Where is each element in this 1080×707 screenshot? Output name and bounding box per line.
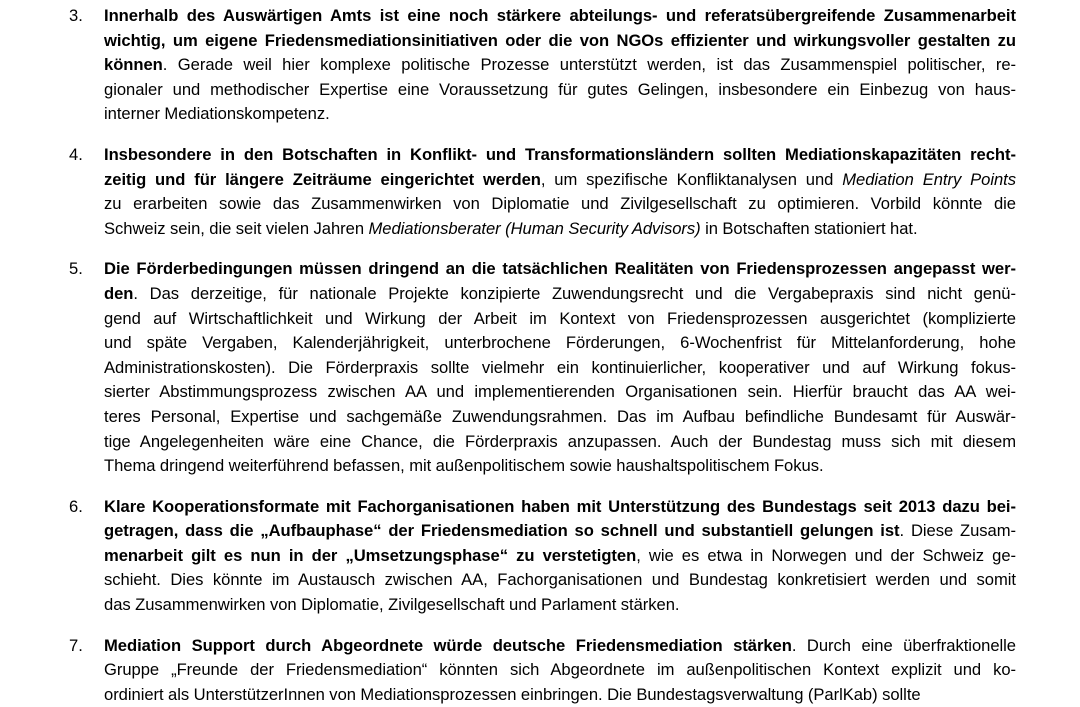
text-line [104,544,1016,569]
text-line [104,168,1016,193]
text-run: Gruppe „Freunde der Friedensmediation“ könnten sich Abgeordnete im außenpolitischen Kontext explizit und ko- [104,660,1016,680]
text-line [104,683,1016,707]
bold-run: den [104,283,134,303]
text-run: ordiniert als UnterstützerInnen von Mediationsprozessen einbringen. Die Bundestagsverwaltung (ParlKab) sollte [104,684,921,704]
text-line [104,282,1016,307]
text-line [104,53,1016,78]
bold-run: Die Förderbedingungen müssen dringend an die tatsächlichen Realitäten von Friedensprozessen angepasst wer- [104,259,1016,279]
text-run: Administrationskosten). Die Förderpraxis sollte vielmehr ein kontinuierlicher, kooperativer und auf Wirkung fokus- [104,357,1016,377]
text-line [104,102,1016,127]
text-run: gionaler und methodischer Expertise eine Voraussetzung für gutes Gelingen, insbesondere ein Einbezug von haus- [104,79,1016,99]
bold-run: menarbeit gilt es nun in der „Umsetzungsphase“ zu verstetigten [104,545,637,565]
text-line [104,4,1016,29]
text-run: . Das derzeitige, für nationale Projekte konzipierte Zuwendungsrecht und die Vergabepraxis sind nicht genü- [133,283,1016,303]
text-run: gend auf Wirtschaftlichkeit und Wirkung der Arbeit im Kontext von Friedensprozessen ausgerichtet (komplizierte [104,308,1016,328]
list-item-text [104,634,1016,707]
text-line [104,143,1016,168]
text-run: schieht. Dies könnte im Austausch zwischen AA, Fachorganisationen und Bundestag konkretisiert werden und somit [104,570,1016,590]
text-line [104,257,1016,282]
bold-run: Insbesondere in den Botschaften in Konflikt- und Transformationsländern sollten Mediationskapazitäten recht- [104,144,1016,164]
list-item-number: 7. [69,635,83,655]
text-run: das Zusammenwirken von Diplomatie, Zivilgesellschaft und Parlament stärken. [104,595,680,615]
text-line [104,568,1016,593]
list-item [66,4,1016,127]
text-line [104,405,1016,430]
italic-run: Mediationsberater (Human Security Advisors) [368,218,701,238]
text-line [104,331,1016,356]
text-run: Schweiz sein, die seit vielen Jahren [104,218,369,238]
bold-run: zeitig und für längere Zeiträume eingerichtet werden [104,169,541,189]
text-line [104,593,1016,618]
text-run: interner Mediationskompetenz. [104,104,330,124]
bold-run: getragen, dass die „Aufbauphase“ der Friedensmediation so schnell und substantiell gelungen ist [104,521,900,541]
text-run: und späte Vergaben, Kalenderjährigkeit, unterbrochene Förderungen, 6-Wochenfrist für Mittelanforderung, hohe [104,333,1016,353]
text-run: sierter Abstimmungsprozess zwischen AA und implementierenden Organisationen sein. Hierfür braucht das AA wei- [104,382,1016,402]
text-line [104,29,1016,54]
list-item-text [104,495,1016,618]
bold-run: Innerhalb des Auswärtigen Amts ist eine noch stärkere abteilungs- und referatsübergreifende Zusammenarbeit [104,6,1016,25]
list-item [66,257,1016,478]
list-item-text [104,257,1016,478]
list-item-number: 5. [69,259,83,279]
bold-run: wichtig, um eigene Friedensmediationsinitiativen oder die von NGOs effizienter und wirkungsvoller gestalten zu [104,30,1016,50]
text-run: tige Angelegenheiten wäre eine Chance, die Förderpraxis anzupassen. Auch der Bundestag muss sich mit diesem [104,431,1016,451]
list-item [66,143,1016,241]
bold-run: können [104,55,163,75]
list-item [66,495,1016,618]
text-line [104,78,1016,103]
text-run: , wie es etwa in Norwegen und der Schweiz ge- [636,545,1016,565]
list-item-text [104,143,1016,241]
text-line [104,658,1016,683]
list-item [66,634,1016,707]
text-line [104,217,1016,242]
text-run: . Durch eine überfraktionelle [791,635,1016,655]
document-body [66,4,1016,707]
text-run: . Diese Zusam- [899,521,1016,541]
text-run: zu erarbeiten sowie das Zusammenwirken von Diplomatie und Zivilgesellschaft zu optimieren. Vorbild könnte die [104,194,1016,214]
text-run: , um spezifische Konfliktanalysen und [540,169,843,189]
list-item-number: 6. [69,496,83,516]
list-item-text [104,4,1016,127]
text-line [104,380,1016,405]
text-line [104,307,1016,332]
text-run: . Gerade weil hier komplexe politische Prozesse unterstützt werden, ist das Zusammenspiel politischer, re- [162,55,1016,75]
text-line [104,519,1016,544]
bold-run: Klare Kooperationsformate mit Fachorganisationen haben mit Unterstützung des Bundestags seit 2013 dazu bei- [104,496,1016,516]
italic-run: Mediation Entry Points [842,169,1016,189]
text-line [104,495,1016,520]
text-run: Thema dringend weiterführend befassen, mit außenpolitischem sowie haushaltspolitischem Fokus. [104,456,824,476]
text-run: in Botschaften stationiert hat. [700,218,918,238]
text-line [104,192,1016,217]
bold-run: Mediation Support durch Abgeordnete würde deutsche Friedensmediation stärken [104,635,792,655]
list-item-number: 4. [69,144,83,164]
text-line [104,430,1016,455]
text-line [104,634,1016,659]
text-line [104,454,1016,479]
list-item-number: 3. [69,6,83,25]
text-line [104,356,1016,381]
text-run: teres Personal, Expertise und sachgemäße Zuwendungsrahmen. Das im Aufbau befindliche Bundesamt für Auswär- [104,406,1016,426]
